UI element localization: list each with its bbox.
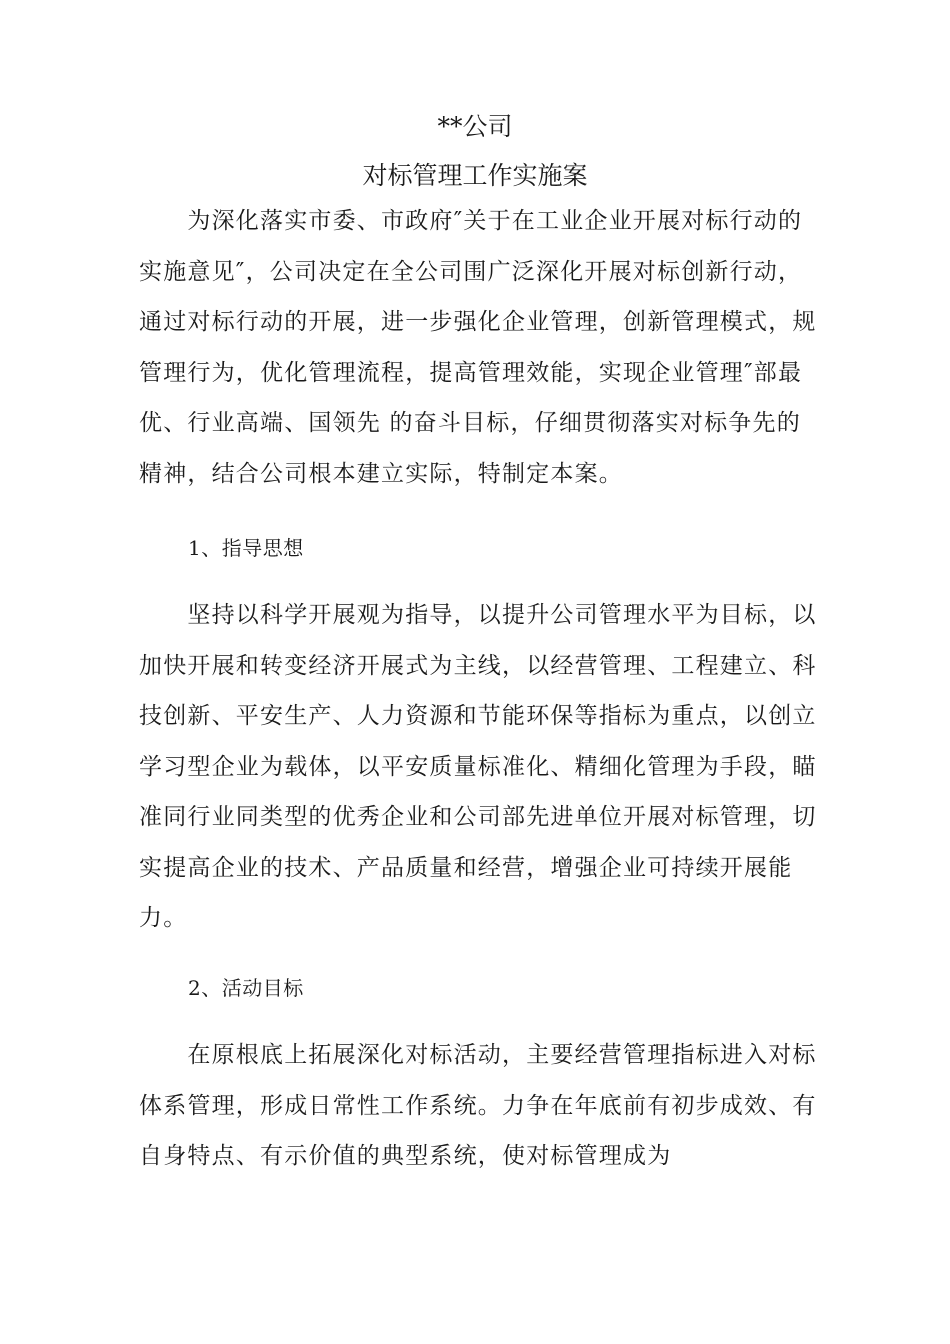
paragraph-line: 优、行业高端、国领先 的奋斗目标，仔细贯彻落实对标争先的	[139, 410, 801, 436]
paragraph-line: 为深化落实市委、市政府″关于在工业企业开展对标行动的	[139, 208, 803, 234]
paragraph-line: 学习型企业为载体，以平安质量标准化、精细化管理为手段，瞄	[139, 753, 817, 780]
section-heading-guiding-ideology: 1、指导思想	[188, 536, 304, 560]
paragraph-line: 实提高企业的技术、产品质量和经营，增强企业可持续开展能	[139, 854, 793, 881]
activity-goals-paragraph	[139, 1030, 839, 1182]
company-title: **公司	[437, 112, 513, 141]
paragraph-line: 管理行为，优化管理流程，提高管理效能，实现企业管理″部最	[139, 359, 803, 386]
paragraph-line: 实施意见″，公司决定在全公司围广泛深化开展对标创新行动，	[139, 258, 803, 285]
paragraph-line: 力。	[139, 905, 188, 931]
paragraph-line: 在原根底上拓展深化对标活动，主要经营管理指标进入对标	[139, 1042, 817, 1068]
paragraph-line: 加快开展和转变经济开展式为主线，以经营管理、工程建立、科	[139, 652, 817, 679]
paragraph-line: 坚持以科学开展观为指导，以提升公司管理水平为目标，以	[139, 602, 817, 628]
paragraph-line: 体系管理，形成日常性工作系统。力争在年底前有初步成效、有	[139, 1092, 817, 1119]
paragraph-line: 通过对标行动的开展，进一步强化企业管理，创新管理模式，规	[139, 309, 817, 335]
paragraph-line: 精神，结合公司根本建立实际，特制定本案。	[139, 460, 623, 487]
guiding-ideology-paragraph	[139, 590, 839, 944]
paragraph-line: 自身特点、有示价值的典型系统，使对标管理成为	[139, 1143, 672, 1169]
paragraph-line: 技创新、平安生产、人力资源和节能环保等指标为重点，以创立	[139, 703, 817, 729]
paragraph-line: 准同行业同类型的优秀企业和公司部先进单位开展对标管理，切	[139, 804, 817, 830]
section-heading-activity-goals: 2、活动目标	[188, 976, 304, 1000]
plan-title: 对标管理工作实施案	[362, 161, 588, 190]
intro-paragraph	[139, 196, 839, 499]
